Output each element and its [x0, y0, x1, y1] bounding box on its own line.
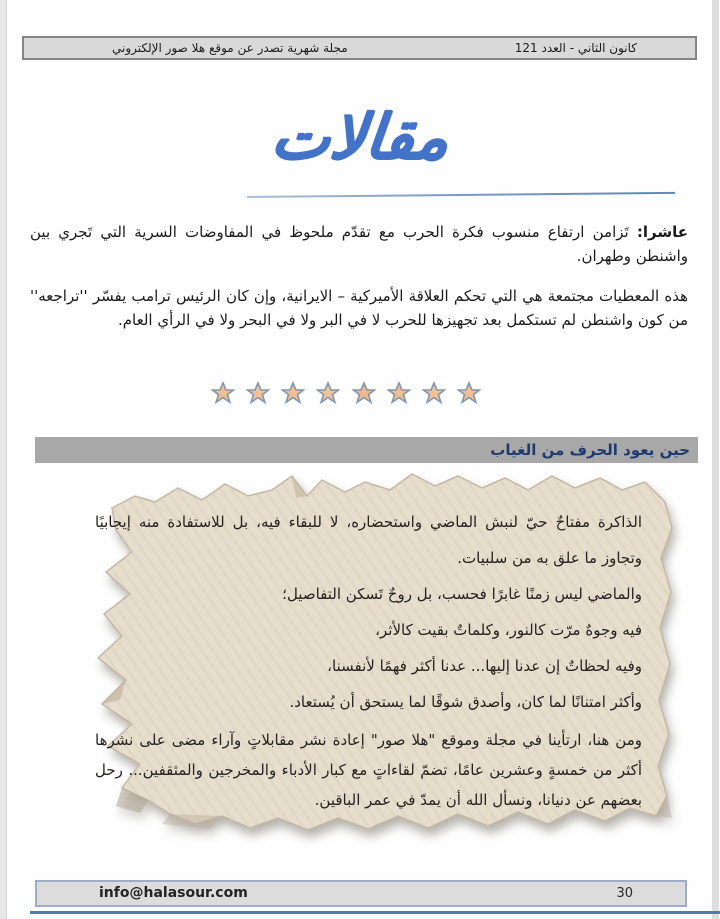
parchment-line: فيه وجوهٌ مرّت كالنور، وكلماتٌ بقيت كالأثر، [375, 621, 642, 639]
section-title: حين يعود الحرف من الغياب [490, 441, 690, 459]
page-footer-bar [35, 880, 687, 907]
page-title: مقالات [267, 100, 453, 173]
paragraph-two: هذه المعطيات مجتمعة هي التي تحكم العلاقة الأميركية – الايرانية، وإن كان الرئيس ترامب يفسّر ''تراجعه'' من كون واشنطن لم تستكمل بعد تجهيزها للحرب لا في البر ولا في البحر ولا في الرأي العام. [30, 287, 688, 329]
parchment-line: وأكثر امتنانًا لما كان، وأصدق شوقًا لما يستحق أن يُستعاد. [289, 693, 642, 711]
parchment-line: الذاكرة مفتاحٌ حيّ لنبش الماضي واستحضاره، لا للبقاء فيه، بل للاستفادة منه إيجابيًا وتجاوز ما علق به من سلبيات. [95, 513, 642, 567]
parchment-line: والماضي ليس زمنًا غابرًا فحسب، بل روحٌ تَسكن التفاصيل؛ [282, 585, 642, 603]
parchment-line: وفيه لحظاتٌ إن عدنا إليها... عدنا أكثر فهمًا لأنفسنا، [327, 657, 642, 675]
paragraph-one-lead: عاشرا: [636, 223, 688, 241]
issue-label: كانون الثاني - العدد 121 [514, 41, 637, 55]
magazine-subtitle: مجلة شهرية تصدر عن موقع هلا صور الإلكتروني [112, 41, 348, 55]
star-icon [457, 381, 481, 405]
star-icon [211, 381, 235, 405]
page-number: 30 [616, 886, 633, 901]
contact-email: info@halasour.com [99, 885, 248, 901]
parchment-paragraph: ومن هنا، ارتأينا في مجلة وموقع "هلا صور" إعادة نشر مقابلاتٍ وآراء مضى على نشرها أكثر من خمسةٍ وعشرين عامًا، تضمّ لقاءاتٍ مع كبار الأدباء والمخرجين والمثقفين... رحل بعضهم عن دنيانا، ونسأل الله أن يمدّ في عمر الباقين. [95, 731, 642, 809]
star-icon [281, 381, 305, 405]
star-icon [352, 381, 376, 405]
parchment-text [95, 504, 642, 815]
star-icon [316, 381, 340, 405]
star-icon [387, 381, 411, 405]
star-divider [0, 381, 706, 405]
page-header-bar [22, 36, 697, 60]
article-body [30, 220, 688, 332]
paragraph-one-text: تَزامن ارتفاع منسوب فكرة الحرب مع تقدّم ملحوظ في المفاوضات السرية التي تَجري بين واشنطن وطهران. [30, 223, 688, 265]
star-icon [246, 381, 270, 405]
parchment-scroll [60, 466, 690, 861]
paragraph-one [30, 220, 688, 268]
star-icon [422, 381, 446, 405]
footer-underline [30, 911, 720, 914]
title-underline [247, 192, 675, 198]
section-header-bar [35, 437, 698, 463]
